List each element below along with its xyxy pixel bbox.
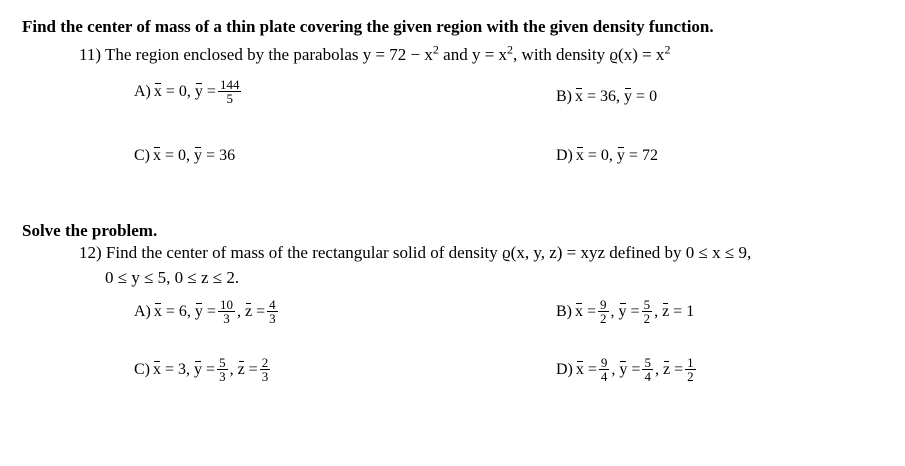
choice-label: D) [556, 147, 573, 164]
z-bar: z [662, 360, 671, 378]
y-denominator: 4 [644, 369, 651, 384]
y-denominator: 5 [226, 91, 233, 106]
choice-11-a[interactable]: A) x = 0 , y = $\frac{144}{5}$ [134, 77, 240, 106]
y-denominator: 2 [643, 311, 651, 326]
x-numerator: 9 [600, 297, 607, 312]
y-bar: y [619, 360, 628, 378]
z-denominator: 3 [269, 311, 276, 326]
y-value: 0 [649, 88, 658, 105]
z-denominator: 3 [261, 369, 269, 384]
question-11-text-b: and y = x [438, 45, 508, 64]
question-12-line-1: Find the center of mass of the rectangular solid of density ϱ(x, y, z) = xyz defined by 0 ≤ x ≤ 9, [105, 243, 752, 262]
exponent: 2 [507, 42, 514, 57]
y-fraction [217, 356, 228, 383]
y-fraction [642, 298, 653, 325]
question-11-text-a: The region enclosed by the parabolas y = 72 − x [104, 45, 433, 64]
y-value: 36 [219, 147, 236, 164]
y-numerator: 5 [219, 355, 226, 370]
z-fraction [685, 356, 696, 383]
x-value: 0 [178, 82, 187, 100]
z-bar: z [662, 302, 670, 320]
y-bar: y [194, 82, 203, 100]
y-numerator: 10 [219, 297, 233, 312]
x-fraction [599, 356, 610, 383]
z-bar: z [237, 360, 245, 378]
x-value: 6 [178, 302, 187, 320]
y-denominator: 3 [223, 311, 230, 326]
y-fraction [642, 356, 653, 383]
y-fraction [218, 298, 235, 325]
x-value: 36 [600, 88, 617, 105]
choice-11-b[interactable]: B) x = 36 , y = 0 [556, 88, 658, 105]
x-bar: x [575, 302, 583, 320]
exponent: 2 [432, 42, 439, 57]
choice-label: C) [134, 147, 150, 164]
y-bar: y [616, 147, 625, 164]
y-denominator: 3 [219, 369, 226, 384]
choice-12-c[interactable]: C) x = 3 , y = $\frac{5}{3}$ , z = $\frac{2}{3}$ [134, 355, 269, 384]
x-bar: x [153, 82, 162, 100]
y-fraction [218, 78, 242, 105]
question-11 [79, 42, 671, 65]
x-value: 0 [178, 147, 187, 164]
x-bar: x [575, 360, 584, 378]
y-bar: y [624, 88, 633, 105]
z-numerator: 2 [261, 355, 269, 370]
choice-12-d[interactable]: D) x = $\frac{9}{4}$ , y = $\frac{5}{4}$ , z = $\frac{1}{2}$ [556, 355, 694, 384]
x-bar: x [153, 147, 161, 164]
z-bar: z [244, 302, 253, 320]
x-bar: x [153, 360, 161, 378]
question-11-text-c: , with density ϱ(x) = x [513, 45, 665, 64]
z-fraction [260, 356, 271, 383]
z-numerator: 4 [269, 297, 276, 312]
y-numerator: 5 [643, 297, 651, 312]
section-2-heading: Solve the problem. [22, 221, 158, 240]
x-value: 3 [178, 360, 187, 378]
x-numerator: 9 [600, 355, 608, 370]
y-bar: y [194, 302, 203, 320]
y-bar: y [618, 302, 627, 320]
y-numerator: 5 [644, 355, 651, 370]
x-bar: x [153, 302, 162, 320]
choice-11-c[interactable]: C) x = 0 , y = 36 [134, 147, 236, 164]
y-bar: y [194, 360, 203, 378]
choice-12-b[interactable]: B) x = $\frac{9}{2}$ , y = $\frac{5}{2}$ , z = 1 [556, 297, 695, 326]
choice-label: B) [556, 88, 572, 105]
x-denominator: 2 [600, 311, 607, 326]
z-denominator: 2 [687, 369, 694, 384]
y-numerator: 144 [219, 77, 240, 92]
y-bar: y [194, 147, 203, 164]
question-12-line-2: 0 ≤ y ≤ 5, 0 ≤ z ≤ 2. [105, 268, 240, 287]
z-numerator: 1 [687, 355, 694, 370]
choice-label: B) [556, 302, 572, 320]
choice-label: D) [556, 360, 573, 378]
choice-label: C) [134, 360, 150, 378]
exponent: 2 [664, 42, 671, 57]
choice-label: A) [134, 302, 151, 320]
choice-12-a[interactable]: A) x = 6 , y = $\frac{10}{3}$ , z = $\frac{4}{3}$ [134, 297, 276, 326]
y-value: 72 [641, 147, 658, 164]
x-fraction [598, 298, 609, 325]
section-1-heading: Find the center of mass of a thin plate covering the given region with the given density function. [22, 17, 714, 36]
z-fraction [267, 298, 278, 325]
x-bar: x [575, 88, 583, 105]
x-denominator: 4 [600, 369, 608, 384]
z-value: 1 [686, 302, 695, 320]
x-bar: x [575, 147, 584, 164]
choice-label: A) [134, 82, 151, 100]
question-11-number: 11) [79, 45, 102, 64]
choice-11-d[interactable]: D) x = 0 , y = 72 [556, 147, 658, 164]
question-12-number: 12) [79, 243, 102, 262]
x-value: 0 [600, 147, 609, 164]
question-12 [79, 243, 751, 263]
